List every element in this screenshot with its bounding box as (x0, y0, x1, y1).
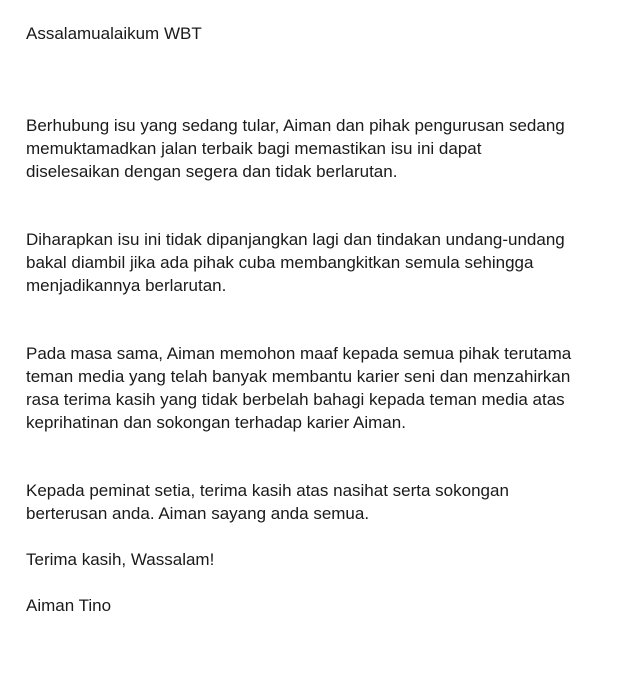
paragraph-4 (26, 479, 626, 525)
paragraph-line: bakal diambil jika ada pihak cuba membangkitkan semula sehingga (26, 253, 534, 272)
paragraph-line: Pada masa sama, Aiman memohon maaf kepada semua pihak terutama (26, 344, 572, 363)
paragraph-line: Berhubung isu yang sedang tular, Aiman dan pihak pengurusan sedang (26, 116, 565, 135)
paragraph-line: menjadikannya berlarutan. (26, 276, 227, 295)
paragraph-1 (26, 114, 626, 183)
paragraph-line: Diharapkan isu ini tidak dipanjangkan lagi dan tindakan undang-undang (26, 230, 565, 249)
paragraph-3 (26, 342, 626, 434)
paragraph-line: keprihatinan dan sokongan terhadap karier Aiman. (26, 413, 406, 432)
paragraph-line: berterusan anda. Aiman sayang anda semua. (26, 504, 370, 523)
paragraph-line: memuktamadkan jalan terbaik bagi memastikan isu ini dapat (26, 139, 482, 158)
closing-text (26, 548, 626, 571)
paragraph-line: teman media yang telah banyak membantu karier seni dan menzahirkan (26, 367, 571, 386)
greeting-text (26, 22, 626, 45)
signature-text (26, 594, 626, 617)
paragraph-line: rasa terima kasih yang tidak berbelah bahagi kepada teman media atas (26, 390, 565, 409)
paragraph-line: diselesaikan dengan segera dan tidak berlarutan. (26, 162, 398, 181)
signature-line: Aiman Tino (26, 596, 112, 615)
closing-line: Terima kasih, Wassalam! (26, 550, 215, 569)
paragraph-line: Kepada peminat setia, terima kasih atas nasihat serta sokongan (26, 481, 509, 500)
greeting-line: Assalamualaikum WBT (26, 24, 202, 43)
paragraph-2 (26, 228, 626, 297)
